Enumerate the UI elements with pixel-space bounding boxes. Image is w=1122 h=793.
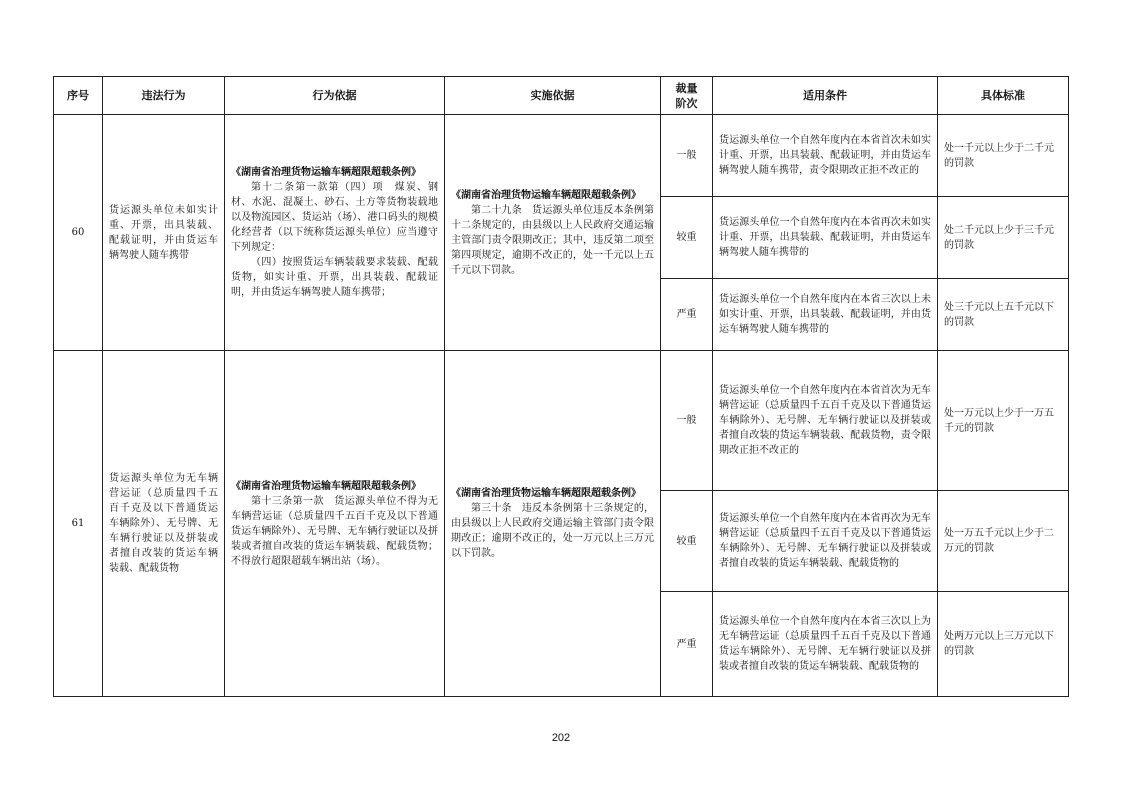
row-implementation <box>445 351 661 697</box>
row-basis <box>225 115 445 351</box>
row-seq: 61 <box>54 351 103 697</box>
standard-text: 处三千元以上五千元以下的罚款 <box>944 301 1054 328</box>
level-standard <box>938 115 1069 197</box>
condition-text: 货运源头单位一个自然年度内在本省首次未如实计重、开票，出具装载、配载证明，并由货运车辆驾驶人随车携带，责令限期改正拒不改正的 <box>719 135 931 176</box>
standard-text: 处一万元以上少于一万五千元的罚款 <box>944 407 1054 434</box>
basis-title: 《湖南省治理货物运输车辆超限超载条例》 <box>231 167 421 178</box>
table-row <box>54 351 1069 491</box>
implementation-title: 《湖南省治理货物运输车辆超限超载条例》 <box>451 488 641 499</box>
level-condition <box>713 351 938 491</box>
violation-text: 货运源头单位为无车辆营运证（总质量四千五百千克及以下普通货运车辆除外）、无号牌、无车辆行驶证以及拼装或者擅自改装的货运车辆装载、配载货物 <box>109 473 218 574</box>
standard-text: 处两万元以上三万元以下的罚款 <box>944 631 1054 657</box>
level-condition <box>713 491 938 592</box>
standard-text: 处一万五千元以上少于二万元的罚款 <box>944 528 1054 554</box>
condition-text: 货运源头单位一个自然年度内在本省再次未如实计重、开票，出具装载、配载证明，并由货运车辆驾驶人随车携带的 <box>719 217 931 258</box>
page-number: 202 <box>551 732 571 744</box>
header-violation: 违法行为 <box>103 77 225 115</box>
level-grade: 严重 <box>661 592 713 697</box>
level-standard <box>938 491 1069 592</box>
level-condition <box>713 592 938 697</box>
level-condition <box>713 115 938 197</box>
header-row <box>54 77 1069 115</box>
level-standard <box>938 197 1069 279</box>
level-condition <box>713 279 938 351</box>
header-standard: 具体标准 <box>938 77 1069 115</box>
implementation-paragraph: 第三十条 违反本条例第十三条规定的，由县级以上人民政府交通运输主管部门责令限期改正；逾期不改正的，处一万元以上三万元以下罚款。 <box>451 503 654 559</box>
row-seq: 60 <box>54 115 103 351</box>
table-row <box>54 115 1069 197</box>
standard-text: 处二千元以上少于三千元的罚款 <box>944 224 1054 251</box>
level-standard <box>938 279 1069 351</box>
level-grade: 一般 <box>661 115 713 197</box>
condition-text: 货运源头单位一个自然年度内在本省再次为无车辆营运证（总质量四千五百千克及以下普通货运车辆除外）、无号牌、无车辆行驶证以及拼装或者擅自改装的货运车辆装载、配载货物的 <box>719 513 931 569</box>
basis-paragraph: （四）按照货运车辆装载要求装载、配载货物，如实计重、开票，出具装载、配载证明，并由货运车辆驾驶人随车携带； <box>231 257 438 298</box>
level-standard <box>938 592 1069 697</box>
basis-title: 《湖南省治理货物运输车辆超限超载条例》 <box>231 480 421 492</box>
header-level-text: 裁量阶次 <box>675 81 698 110</box>
level-grade: 较重 <box>661 491 713 592</box>
basis-paragraph: 第十二条第一款第（四）项 煤炭、钢材、水泥、混凝土、砂石、土方等货物装载地以及物流园区、货运站（场）、港口码头的规模化经营者（以下统称货运源头单位）应当遵守下列规定： <box>231 182 438 253</box>
implementation-title: 《湖南省治理货物运输车辆超限超载条例》 <box>451 189 641 201</box>
row-implementation <box>445 115 661 351</box>
row-basis <box>225 351 445 697</box>
level-standard <box>938 351 1069 491</box>
level-grade: 较重 <box>661 197 713 279</box>
level-grade: 一般 <box>661 351 713 491</box>
level-condition <box>713 197 938 279</box>
header-implementation: 实施依据 <box>445 77 661 115</box>
condition-text: 货运源头单位一个自然年度内在本省三次以上未如实计重、开票，出具装载、配载证明，并由货运车辆驾驶人随车携带的 <box>719 294 931 335</box>
header-basis: 行为依据 <box>225 77 445 115</box>
violation-text: 货运源头单位未如实计重、开票，出具装载、配载证明，并由货运车辆驾驶人随车携带 <box>109 204 218 261</box>
condition-text: 货运源头单位一个自然年度内在本省首次为无车辆营运证（总质量四千五百千克及以下普通货运车辆除外）、无号牌、无车辆行驶证以及拼装或者擅自改装的货运车辆装载、配载货物，责令限期改正拒不改正的 <box>719 385 931 456</box>
condition-text: 货运源头单位一个自然年度内在本省三次以上为无车辆营运证（总质量四千五百千克及以下普通货运车辆除外）、无号牌、无车辆行驶证以及拼装或者擅自改装的货运车辆装载、配载货物的 <box>719 616 931 672</box>
header-level <box>661 77 713 115</box>
penalty-discretion-table <box>53 76 1069 697</box>
standard-text: 处一千元以上少于二千元的罚款 <box>944 142 1054 169</box>
row-violation <box>103 351 225 697</box>
header-conditions: 适用条件 <box>713 77 938 115</box>
row-violation <box>103 115 225 351</box>
level-grade: 严重 <box>661 279 713 351</box>
basis-paragraph: 第十三条第一款 货运源头单位不得为无车辆营运证（总质量四千五百千克及以下普通货运车辆除外）、无号牌、无车辆行驶证以及拼装或者擅自改装的货运车辆装载、配载货物；不得放行超限超载车辆出站（场）。 <box>231 495 438 567</box>
header-seq: 序号 <box>54 77 103 115</box>
implementation-paragraph: 第二十九条 货运源头单位违反本条例第十二条规定的，由县级以上人民政府交通运输主管部门责令限期改正；其中，违反第二项至第四项规定，逾期不改正的，处一千元以上五千元以下罚款。 <box>451 204 654 276</box>
